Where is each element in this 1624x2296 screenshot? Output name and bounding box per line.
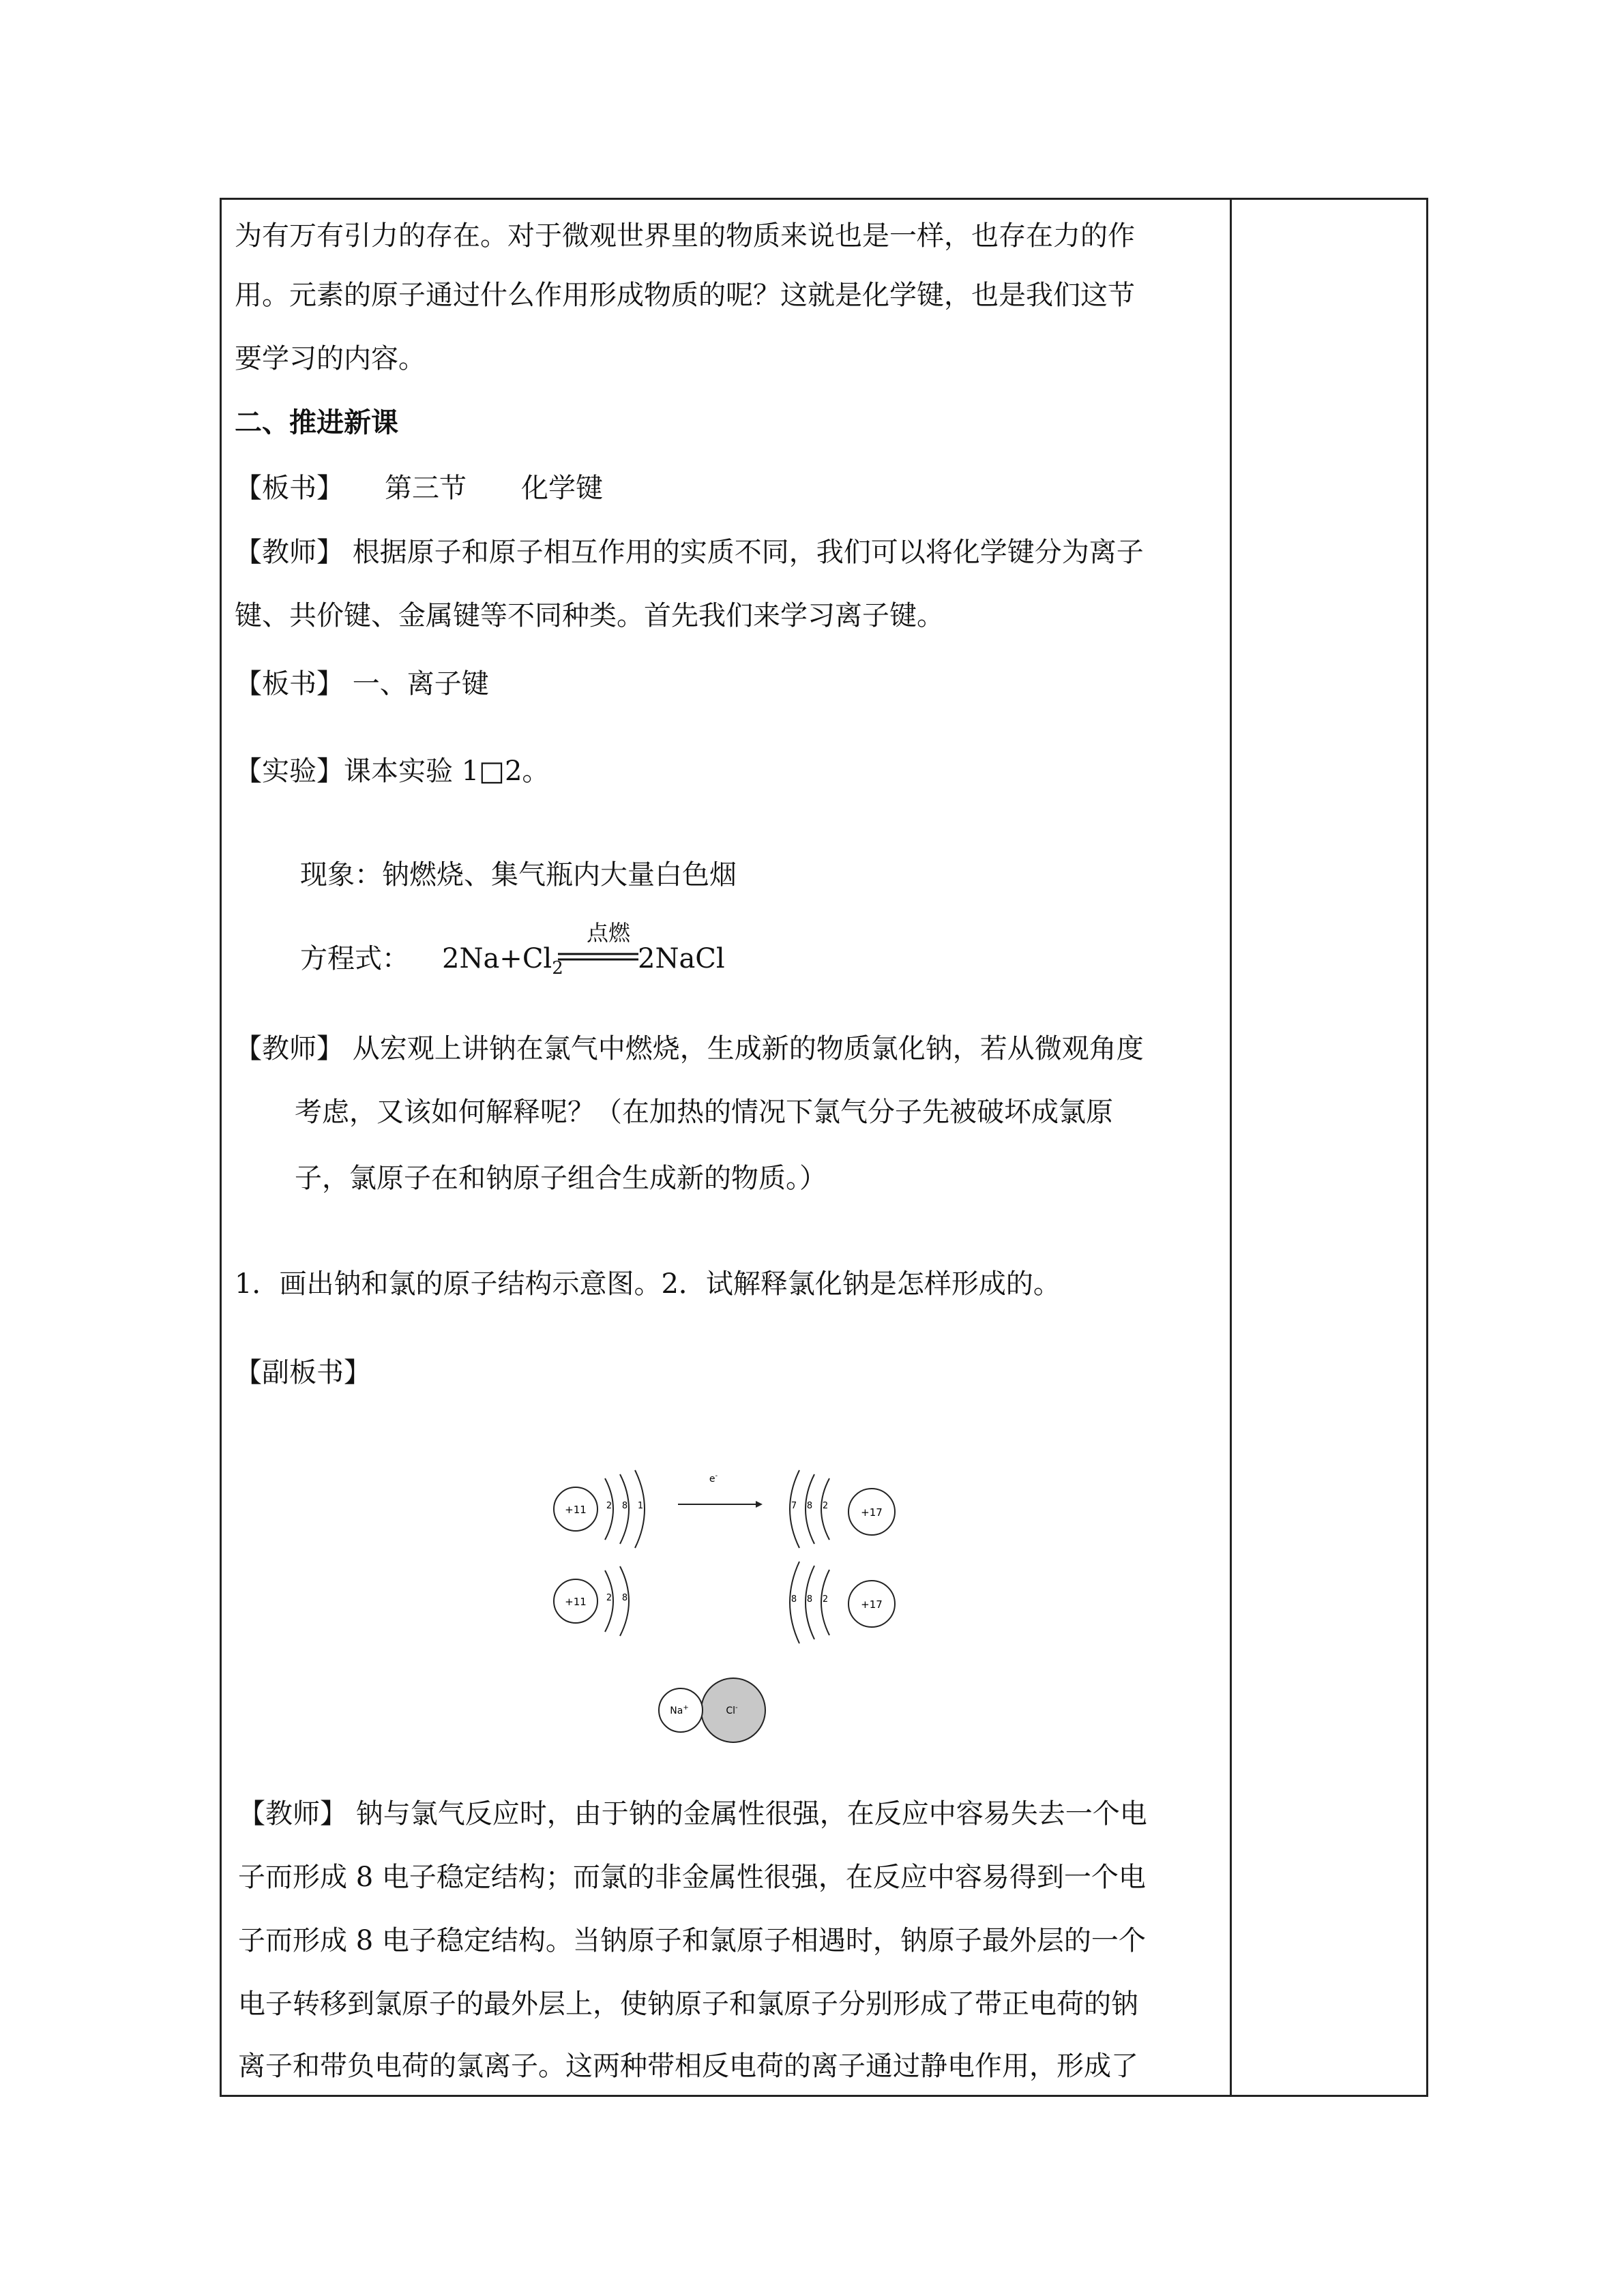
na-atom-shell-2: 8 bbox=[621, 1501, 628, 1511]
questions-line: 1．画出钠和氯的原子结构示意图。2．试解释氯化钠是怎样形成的。 bbox=[235, 1268, 1061, 1300]
teacher-paragraph-1b: 键、共价键、金属键等不同种类。首先我们来学习离子键。 bbox=[235, 600, 944, 631]
intro-line-3: 要学习的内容。 bbox=[235, 343, 426, 374]
na-atom-shell-3: 1 bbox=[637, 1501, 644, 1511]
na-ion-label: Na+ bbox=[670, 1704, 689, 1716]
cl-ion-nucleus-label: +17 bbox=[861, 1598, 883, 1611]
table-column-divider bbox=[1230, 198, 1232, 2097]
electron-transfer-label: e- bbox=[709, 1472, 718, 1485]
teacher-paragraph-3e: 离子和带负电荷的氯离子。这两种带相反电荷的离子通过静电作用，形成了 bbox=[238, 2051, 1138, 2082]
cl-atom-shell-1: 7 bbox=[791, 1501, 797, 1511]
cl-ion-shell-3: 2 bbox=[822, 1594, 829, 1605]
na-ion-shell-2: 8 bbox=[621, 1593, 628, 1603]
teacher-paragraph-3a: 【教师】 钠与氯气反应时，由于钠的金属性很强，在反应中容易失去一个电 bbox=[238, 1798, 1147, 1830]
board-ionic-bond: 【板书】 一、离子键 bbox=[235, 668, 489, 700]
phenomenon-line: 现象：钠燃烧、集气瓶内大量白色烟 bbox=[300, 859, 737, 891]
teacher-paragraph-3c: 子而形成 8 电子稳定结构。当钠原子和氯原子相遇时，钠原子最外层的一个 bbox=[238, 1925, 1146, 1956]
ionic-bond-diagram bbox=[539, 1425, 921, 1746]
intro-line-1: 为有万有引力的存在。对于微观世界里的物质来说也是一样，也存在力的作 bbox=[235, 220, 1135, 252]
teacher-paragraph-2b: 考虑，又该如何解释呢？（在加热的情况下氯气分子先被破坏成氯原 bbox=[295, 1097, 1113, 1128]
na-ion-shell-1: 2 bbox=[606, 1593, 612, 1603]
na-ion-nucleus-label: +11 bbox=[565, 1596, 587, 1608]
equation-label: 方程式： bbox=[300, 943, 409, 974]
equation-equals-sign bbox=[558, 951, 638, 966]
cl-atom-shell-2: 8 bbox=[806, 1501, 813, 1511]
na-atom-nucleus-label: +11 bbox=[565, 1504, 587, 1516]
equation-left bbox=[442, 940, 563, 987]
cl-ion-label: Cl- bbox=[726, 1704, 738, 1716]
equation-condition: 点燃 bbox=[587, 920, 631, 946]
equation-product: 2NaCl bbox=[638, 943, 725, 974]
equation-subscript: 2 bbox=[552, 958, 563, 979]
equation-reactants: 2Na+Cl bbox=[442, 943, 552, 974]
na-atom-shell-1: 2 bbox=[606, 1501, 612, 1511]
experiment-line: 【实验】课本实验 1□2。 bbox=[235, 756, 550, 787]
teacher-paragraph-3d: 电子转移到氯原子的最外层上，使钠原子和氯原子分别形成了带正电荷的钠 bbox=[238, 1988, 1138, 2020]
intro-line-2: 用。元素的原子通过什么作用形成物质的呢？这就是化学键，也是我们这节 bbox=[235, 280, 1135, 311]
teacher-paragraph-2a: 【教师】 从宏观上讲钠在氯气中燃烧，生成新的物质氯化钠，若从微观角度 bbox=[235, 1033, 1144, 1064]
teacher-paragraph-1a: 【教师】 根据原子和原子相互作用的实质不同，我们可以将化学键分为离子 bbox=[235, 537, 1144, 568]
teacher-paragraph-2c: 子，氯原子在和钠原子组合生成新的物质。） bbox=[295, 1163, 827, 1194]
section-heading: 二、推进新课 bbox=[235, 406, 398, 438]
teacher-paragraph-3b: 子而形成 8 电子稳定结构；而氯的非金属性很强，在反应中容易得到一个电 bbox=[238, 1862, 1146, 1893]
cl-ion-shell-1: 8 bbox=[791, 1594, 797, 1605]
cl-atom-shell-3: 2 bbox=[822, 1501, 829, 1511]
cl-atom-nucleus-label: +17 bbox=[861, 1506, 883, 1519]
cl-ion-shell-2: 8 bbox=[806, 1594, 813, 1605]
board-title: 【板书】 第三节 化学键 bbox=[235, 473, 603, 504]
sub-board-label: 【副板书】 bbox=[235, 1357, 371, 1388]
